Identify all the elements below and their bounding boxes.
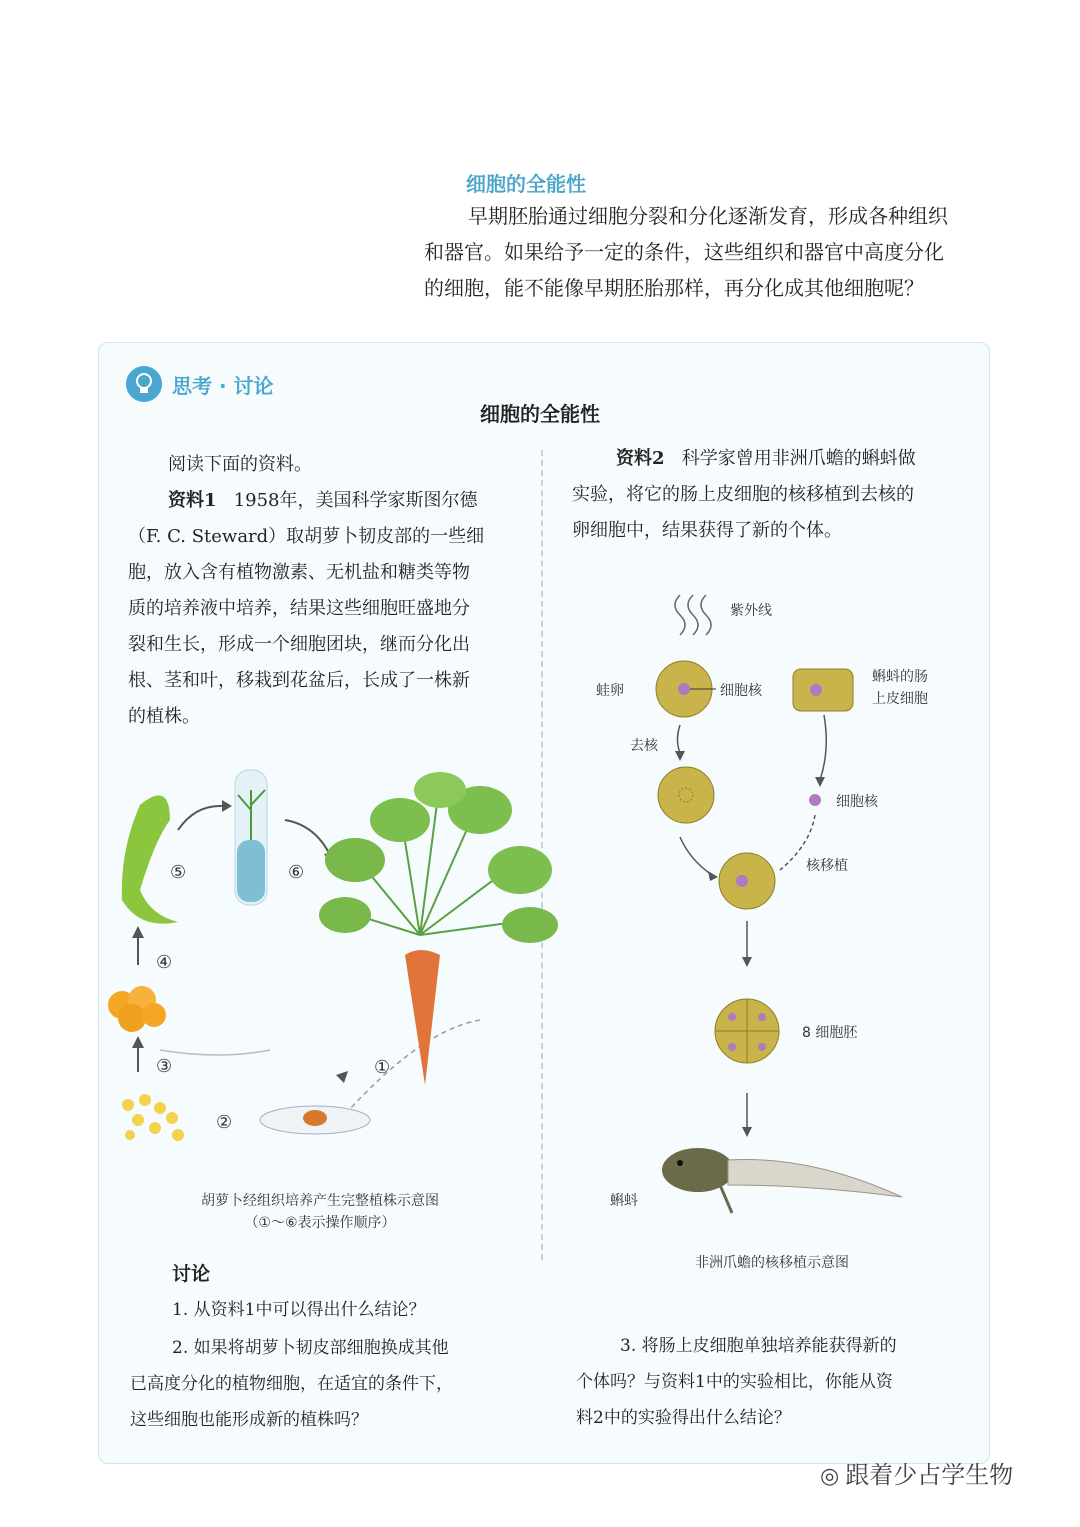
question-2	[130, 1330, 530, 1438]
q2-line: 这些细胞也能形成新的植株吗？	[130, 1410, 368, 1430]
caption-line: （①～⑥表示操作顺序）	[244, 1215, 396, 1231]
watermark	[820, 1455, 1013, 1490]
enucleated-egg-icon	[658, 767, 714, 823]
epithelial-cell-icon	[793, 669, 853, 711]
step-label: ④	[156, 952, 173, 973]
q2-line: 2. 如果将胡萝卜韧皮部细胞换成其他	[172, 1338, 449, 1358]
ref1-line: （F. C. Steward）取胡萝卜韧皮部的一些细	[128, 526, 485, 547]
carrot-caption	[150, 1190, 490, 1234]
free-nucleus-icon	[809, 794, 821, 806]
intro-line: 和器官。如果给予一定的条件，这些组织和器官中高度分化	[424, 240, 944, 264]
cell-cluster-icon	[108, 986, 166, 1032]
ref1-line: 根、茎和叶，移栽到花盆后，长成了一株新	[128, 670, 470, 691]
ref1-line: 的植株。	[128, 706, 200, 727]
wechat-icon: ◎	[820, 1464, 840, 1489]
ref2-line: 卵细胞中，结果获得了新的个体。	[572, 520, 842, 541]
q3-line: 个体吗？与资料1中的实验相比，你能从资	[576, 1372, 893, 1392]
step-label: ①	[374, 1057, 391, 1078]
material-1	[128, 447, 520, 735]
question-1: 1. 从资料1中可以得出什么结论？	[172, 1300, 426, 1320]
single-cells-icon	[122, 1094, 184, 1141]
ref1-line: 质的培养液中培养，结果这些细胞旺盛地分	[128, 598, 470, 619]
intro-line: 早期胚胎通过细胞分裂和分化逐渐发育，形成各种组织	[468, 204, 948, 228]
callus-shoot-icon	[122, 795, 178, 923]
lead-text: 阅读下面的资料。	[168, 454, 312, 475]
box-title: 细胞的全能性	[480, 402, 600, 426]
section-title: 细胞的全能性	[466, 172, 586, 196]
petri-dish-icon	[260, 1106, 370, 1134]
ref2-line: 实验，将它的肠上皮细胞的核移植到去核的	[572, 484, 914, 505]
carrot-culture-diagram	[100, 750, 560, 1150]
material-2	[572, 441, 964, 549]
tadpole-label: 蝌蚪	[610, 1193, 638, 1209]
eight-cell-embryo-icon	[715, 999, 779, 1063]
question-3	[576, 1328, 976, 1436]
embryo-label: 8 细胞胚	[802, 1025, 858, 1041]
uv-label: 紫外线	[730, 603, 772, 619]
lightbulb-icon	[126, 366, 162, 402]
epithelial-label: 蝌蚪的肠	[872, 669, 928, 685]
enucleate-label: 去核	[630, 738, 658, 754]
step-label: ⑤	[170, 862, 187, 883]
nuclear-transfer-diagram	[580, 585, 940, 1235]
intro-paragraph	[424, 198, 1014, 306]
step-label: ⑥	[288, 862, 305, 883]
ref1-label: 资料1	[168, 490, 217, 511]
free-nucleus-label: 细胞核	[836, 794, 878, 810]
intro-line: 的细胞，能不能像早期胚胎那样，再分化成其他细胞呢？	[424, 276, 924, 300]
step-label: ②	[216, 1112, 233, 1133]
uv-light-icon	[675, 595, 711, 635]
q3-line: 料2中的实验得出什么结论？	[576, 1408, 791, 1428]
transplant-label: 核移植	[806, 858, 848, 874]
ref1-line: 胞，放入含有植物激素、无机盐和糖类等物	[128, 562, 470, 583]
discussion-heading: 讨论	[172, 1263, 211, 1285]
ref1-line: 裂和生长，形成一个细胞团块，继而分化出	[128, 634, 470, 655]
q3-line: 3. 将肠上皮细胞单独培养能获得新的	[620, 1336, 897, 1356]
transfer-caption: 非洲爪蟾的核移植示意图	[695, 1255, 849, 1271]
watermark-text: 跟着少占学生物	[845, 1461, 1014, 1489]
step-label: ③	[156, 1056, 173, 1077]
q2-line: 已高度分化的植物细胞，在适宜的条件下，	[130, 1374, 453, 1394]
egg-label: 蛙卵	[596, 683, 624, 699]
carrot-plant-icon	[319, 772, 558, 1085]
tadpole-icon	[662, 1148, 902, 1213]
ref2-line: 科学家曾用非洲爪蟾的蝌蚪做	[681, 448, 916, 469]
nucleus-label: 细胞核	[720, 683, 762, 699]
caption-line: 胡萝卜经组织培养产生完整植株示意图	[201, 1193, 439, 1209]
think-discuss-label: 思考 · 讨论	[172, 374, 274, 398]
ref2-label: 资料2	[616, 448, 665, 469]
ref1-line: 1958年，美国科学家斯图尔德	[233, 490, 478, 511]
epithelial-label: 上皮细胞	[872, 691, 928, 707]
